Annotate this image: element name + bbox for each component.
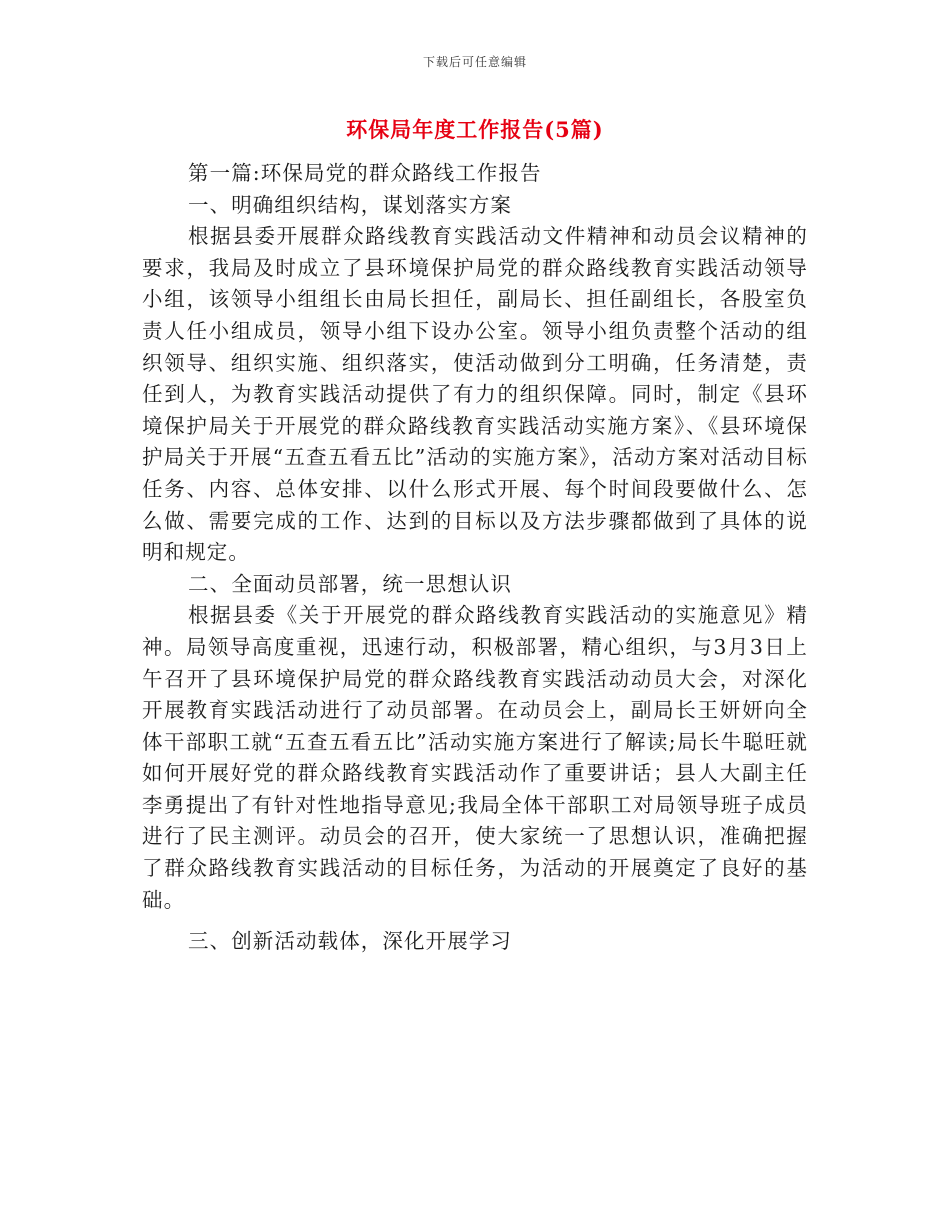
section-heading-1: 一、明确组织结构，谋划落实方案 — [188, 192, 512, 217]
document-body — [142, 158, 808, 958]
section-heading-3: 三、创新活动载体，深化开展学习 — [188, 929, 512, 954]
document-title: 环保局年度工作报告(5篇) — [346, 117, 604, 142]
header-note: 下载后可任意编辑 — [422, 55, 527, 69]
section-title: 第一篇:环保局党的群众路线工作报告 — [188, 161, 542, 185]
body-paragraph-2: 根据县委《关于开展党的群众路线教育实践活动的实施意见》精神。局领导高度重视，迅速行动，积极部署，精心组织，与3月3日上午召开了县环境保护局党的群众路线教育实践活动动员大会，对深化开展教育实践活动进行了动员部署。在动员会上，副局长王妍妍向全体干部职工就“五查五看五比”活动实施方案进行了解读;局长牛聪旺就如何开展好党的群众路线教育实践活动作了重要讲话；县人大副主任李勇提出了有针对性地指导意见;我局全体干部职工对局领导班子成员进行了民主测评。动员会的召开，使大家统一了思想认识，准确把握了群众路线教育实践活动的目标任务，为活动的开展奠定了良好的基础。 — [142, 603, 808, 912]
body-paragraph-1: 根据县委开展群众路线教育实践活动文件精神和动员会议精神的要求，我局及时成立了县环境保护局党的群众路线教育实践活动领导小组，该领导小组组长由局长担任，副局长、担任副组长，各股室负责人任小组成员，领导小组下设办公室。领导小组负责整个活动的组织领导、组织实施、组织落实，使活动做到分工明确，任务清楚，责任到人，为教育实践活动提供了有力的组织保障。同时，制定《县环境保护局关于开展党的群众路线教育实践活动实施方案》、《县环境保护局关于开展“五查五看五比”活动的实施方案》，活动方案对活动目标任务、内容、总体安排、以什么形式开展、每个时间段要做什么、怎么做、需要完成的工作、达到的目标以及方法步骤都做到了具体的说明和规定。 — [142, 224, 808, 565]
section-heading-2: 二、全面动员部署，统一思想认识 — [188, 571, 512, 596]
